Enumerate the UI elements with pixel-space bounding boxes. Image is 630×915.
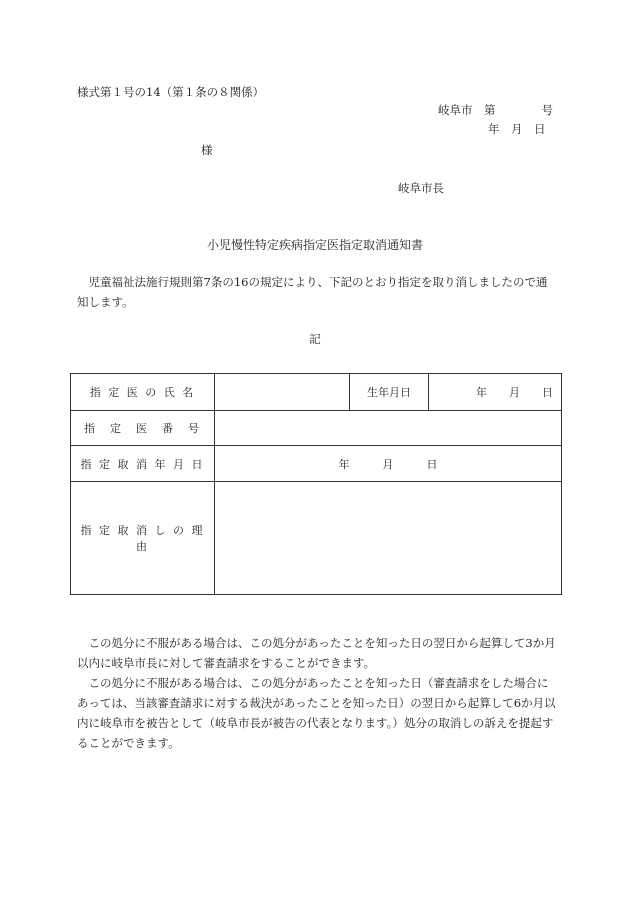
form-number: 様式第１号の14（第１条の８関係） [77, 85, 265, 99]
doctor-name-value [215, 374, 350, 411]
issuer-number: 岐阜市 第 号 [438, 103, 553, 117]
doctor-number-label: 指 定 医 番 号 [71, 411, 215, 446]
table-row [71, 411, 562, 446]
appeal-notes [77, 633, 557, 753]
doctor-number-value [215, 411, 562, 446]
revocation-reason-value [215, 482, 562, 595]
revocation-reason-label: 指 定 取 消 し の 理 由 [71, 482, 215, 595]
revocation-date-label: 指 定 取 消 年 月 日 [71, 446, 215, 482]
body-text: 児童福祉法施行規則第7条の16の規定により、下記のとおり指定を取り消しましたので通知します。 [77, 275, 548, 309]
table-row [71, 446, 562, 482]
issuer-mayor: 岐阜市長 [398, 181, 444, 195]
doctor-name-label: 指 定 医 の 氏 名 [71, 374, 215, 411]
birth-date-label: 生年月日 [350, 374, 429, 411]
note-lawsuit: この処分に不服がある場合は、この処分があったことを知った日（審査請求をした場合にあっては、当該審査請求に対する裁決があったことを知った日）の翌日から起算して6か月以内に岐阜市を被告として（岐阜市長が被告の代表となります。）処分の取消しの訴えを提起することができます。 [77, 676, 556, 750]
note-appeal-review: この処分に不服がある場合は、この処分があったことを知った日の翌日から起算して3か月以内に岐阜市長に対して審査請求をすることができます。 [77, 636, 556, 670]
document-title: 小児慢性特定疾病指定医指定取消通知書 [206, 238, 423, 252]
table-row [71, 482, 562, 595]
revocation-date-value: 年 月 日 [215, 446, 562, 482]
addressee: 様 [201, 143, 213, 157]
ki-heading: 記 [309, 332, 321, 346]
issue-date: 年 月 日 [488, 122, 546, 136]
birth-date-value: 年 月 日 [429, 374, 562, 411]
designation-table [70, 373, 562, 595]
table-row [71, 374, 562, 411]
